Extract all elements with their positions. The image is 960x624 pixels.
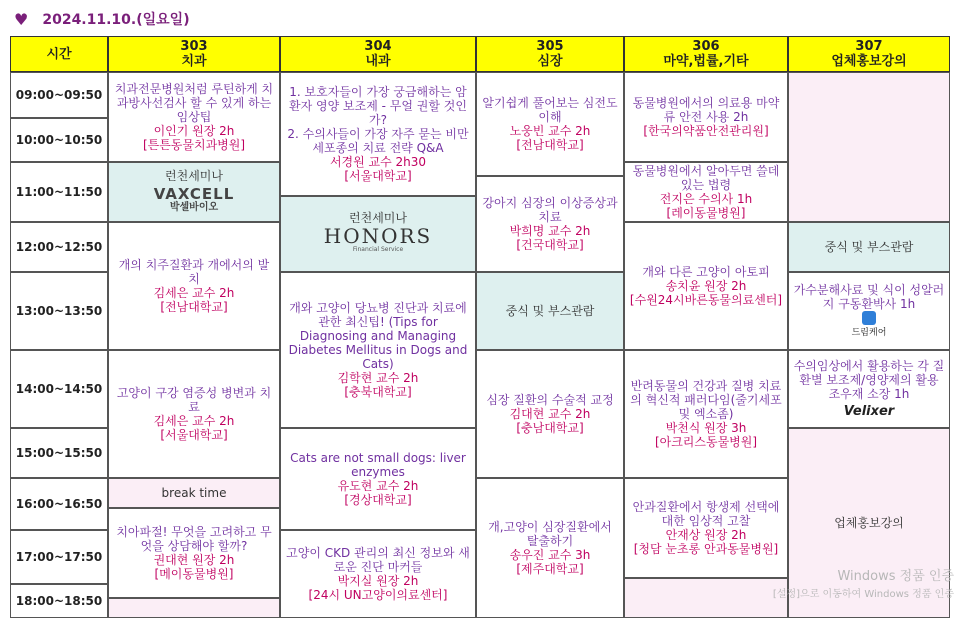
time-label: 11:00~11:50 [15, 185, 103, 199]
time-label: 17:00~17:50 [15, 550, 103, 564]
windows-activation-watermark [773, 568, 954, 604]
speaker: 송우진 교수 3h [509, 548, 591, 562]
session-307-2 [788, 350, 950, 428]
time-label: 18:00~18:50 [15, 594, 103, 608]
session-title: 개와 고양이 당뇨병 진단과 치료에 관한 최신팁! (Tips for Diagnosing and Managing Diabetes Mellitus in Dogs and Cats) [288, 301, 468, 371]
speaker: 서경원 교수 2h30 [329, 155, 427, 169]
session-title: 동물병원에서의 의료용 마약류 안전 사용 2h [632, 96, 780, 124]
affiliation: [메이동물병원] [154, 567, 234, 581]
room-topic: 내과 [365, 54, 391, 69]
room-topic: 마약,법률,기타 [663, 54, 749, 69]
session-306-4 [624, 350, 788, 478]
session-title: 1. 보호자들이 가장 궁금해하는 암환자 영양 보조제 - 무얼 권할 것인가? [289, 85, 467, 127]
room-number: 307 [855, 39, 883, 54]
session-303-2 [108, 222, 280, 350]
luncheon-seminar-304 [280, 196, 476, 272]
session-title: 치아파절! 무엇을 고려하고 무엇을 상담해야 할까? [116, 525, 272, 553]
speaker: 전지은 수의사 1h [659, 192, 753, 206]
promo-label: 업체홍보강의 [834, 516, 904, 530]
session-306-2 [624, 162, 788, 222]
lunch-booth-307 [788, 222, 950, 272]
break-label: break time [161, 486, 227, 500]
speaker: 권대현 원장 2h [153, 553, 235, 567]
speaker: 김대현 교수 2h [509, 407, 591, 421]
lunch-booth-305 [476, 272, 624, 350]
speaker: 송치윤 원장 2h [665, 279, 747, 293]
room-307-header [788, 36, 950, 72]
booth-label: 중식 및 부스관람 [505, 304, 595, 318]
session-title: 고양이 CKD 관리의 최신 정보와 새로운 진단 마커들 [286, 546, 470, 574]
session-306-1 [624, 72, 788, 162]
session-305-1 [476, 72, 624, 176]
session-307-1 [788, 272, 950, 350]
session-title: 개,고양이 심장질환에서 탈출하기 [488, 520, 612, 548]
time-label: 14:00~14:50 [15, 382, 103, 396]
time-label: 15:00~15:50 [15, 446, 103, 460]
session-304-4 [280, 530, 476, 618]
dreamcare-logo-icon [862, 311, 876, 325]
speaker: 김세은 교수 2h [153, 414, 235, 428]
session-306-3 [624, 222, 788, 350]
session-title: 2. 수의사들이 가장 자주 묻는 비만세포종의 치료 전략 Q&A [287, 127, 469, 155]
affiliation: [제주대학교] [516, 562, 584, 576]
time-slot [10, 530, 108, 584]
time-label: 13:00~13:50 [15, 304, 103, 318]
affiliation: [청담 눈초롱 안과동물병원] [633, 542, 779, 556]
room-number: 303 [180, 39, 208, 54]
room-306-header [624, 36, 788, 72]
session-title: 개와 다른 고양이 아토피 [642, 265, 770, 279]
vaxcell-logo: VAXCELL [153, 185, 235, 203]
time-slot [10, 350, 108, 428]
session-title: 반려동물의 건강과 질병 치료의 혁신적 패러다임(줄기세포 및 엑소좀) [630, 379, 782, 421]
empty-slot [108, 598, 280, 618]
speaker: 김학현 교수 2h [337, 371, 419, 385]
watermark-line1: Windows 정품 인증 [837, 569, 954, 584]
affiliation: [충북대학교] [344, 385, 412, 399]
time-label: 09:00~09:50 [15, 88, 103, 102]
time-slot [10, 222, 108, 272]
break-time [108, 478, 280, 508]
affiliation: [전남대학교] [160, 300, 228, 314]
room-number: 305 [536, 39, 564, 54]
room-number: 306 [692, 39, 720, 54]
speaker: 박희명 교수 2h [509, 224, 591, 238]
speaker: 김세은 교수 2h [153, 286, 235, 300]
empty-slot [624, 578, 788, 618]
session-title: 런천세미나 [349, 211, 407, 225]
speaker: 안재상 원장 2h [665, 528, 747, 542]
room-303-header [108, 36, 280, 72]
affiliation: [튼튼동물치과병원] [142, 138, 246, 152]
event-date: 2024.11.10.(일요일) [42, 12, 190, 28]
time-slot [10, 162, 108, 222]
room-305-header [476, 36, 624, 72]
session-303-1 [108, 72, 280, 162]
session-title: 런천세미나 [165, 169, 223, 183]
session-title: 수의임상에서 활용하는 각 질환별 보조제/영양제의 활용 조우재 소장 1h [793, 359, 945, 401]
session-title: 알기쉽게 풀어보는 심전도이해 [482, 96, 618, 124]
session-306-5 [624, 478, 788, 578]
session-title: 강아지 심장의 이상증상과 치료 [482, 196, 618, 224]
affiliation: [수원24시바른동물의료센터] [629, 293, 783, 307]
time-slot [10, 428, 108, 478]
room-number: 304 [364, 39, 392, 54]
heart-icon: ♥ [14, 9, 29, 29]
luncheon-seminar-303 [108, 162, 280, 222]
session-304-3 [280, 428, 476, 530]
session-title: Cats are not small dogs: liver enzymes [290, 451, 466, 479]
affiliation: [한국의약품안전관리원] [643, 124, 769, 138]
dreamcare-logo: 드림케어 [851, 327, 887, 338]
time-column-header [10, 36, 108, 72]
session-title: 가수분해사료 및 식이 성알러지 구동환박사 1h [793, 282, 945, 311]
affiliation: [서울대학교] [160, 428, 228, 442]
date-header [14, 6, 190, 32]
session-title: 심장 질환의 수술적 교정 [486, 393, 614, 407]
session-305-4 [476, 478, 624, 618]
session-305-2 [476, 176, 624, 272]
affiliation: [경상대학교] [344, 493, 412, 507]
time-header-label: 시간 [46, 46, 72, 62]
room-topic: 업체홍보강의 [831, 54, 907, 69]
time-slot [10, 72, 108, 118]
vaxcell-logo-subtitle: 박셀바이오 [169, 202, 219, 213]
session-304-1 [280, 72, 476, 196]
session-303-3 [108, 350, 280, 478]
session-title: 동물병원에서 알아두면 쓸데 있는 법령 [632, 164, 780, 192]
time-label: 12:00~12:50 [15, 240, 103, 254]
speaker: 노웅빈 교수 2h [509, 124, 591, 138]
speaker: 박천식 원장 3h [665, 421, 747, 435]
schedule-table [10, 36, 960, 618]
session-305-3 [476, 350, 624, 478]
session-title: 고양이 구강 염증성 병변과 치료 [116, 386, 272, 414]
time-slot [10, 272, 108, 350]
speaker: 이인기 원장 2h [153, 124, 235, 138]
honors-logo: HONORS [323, 224, 433, 248]
time-label: 10:00~10:50 [15, 133, 103, 147]
affiliation: [서울대학교] [344, 169, 412, 183]
time-label: 16:00~16:50 [15, 497, 103, 511]
room-304-header [280, 36, 476, 72]
session-title: 안과질환에서 항생제 선택에 대한 임상적 고찰 [632, 500, 780, 528]
affiliation: [레이동물병원] [666, 206, 746, 220]
session-304-2 [280, 272, 476, 428]
session-title: 치과전문병원처럼 루틴하게 치과방사선검사 할 수 있게 하는 임상팁 [114, 82, 274, 124]
session-title: 개의 치주질환과 개에서의 발치 [118, 258, 270, 286]
affiliation: [아크리스동물병원] [654, 435, 758, 449]
affiliation: [전남대학교] [516, 138, 584, 152]
room-topic: 심장 [537, 54, 563, 69]
velixer-logo: Velixer [843, 404, 895, 419]
empty-slot [788, 72, 950, 222]
room-topic: 치과 [181, 54, 207, 69]
time-slot [10, 584, 108, 618]
watermark-line2: [설정]으로 이동하여 Windows 정품 인증 [772, 589, 954, 600]
booth-label: 중식 및 부스관람 [824, 240, 914, 254]
speaker: 박지실 원장 2h [337, 574, 419, 588]
time-slot [10, 118, 108, 162]
session-303-4 [108, 508, 280, 598]
speaker: 유도현 교수 2h [337, 479, 419, 493]
honors-logo-subtitle: Financial Service [352, 246, 404, 253]
affiliation: [24시 UN고양이의료센터] [308, 588, 448, 602]
affiliation: [충남대학교] [516, 421, 584, 435]
affiliation: [건국대학교] [516, 238, 584, 252]
time-slot [10, 478, 108, 530]
